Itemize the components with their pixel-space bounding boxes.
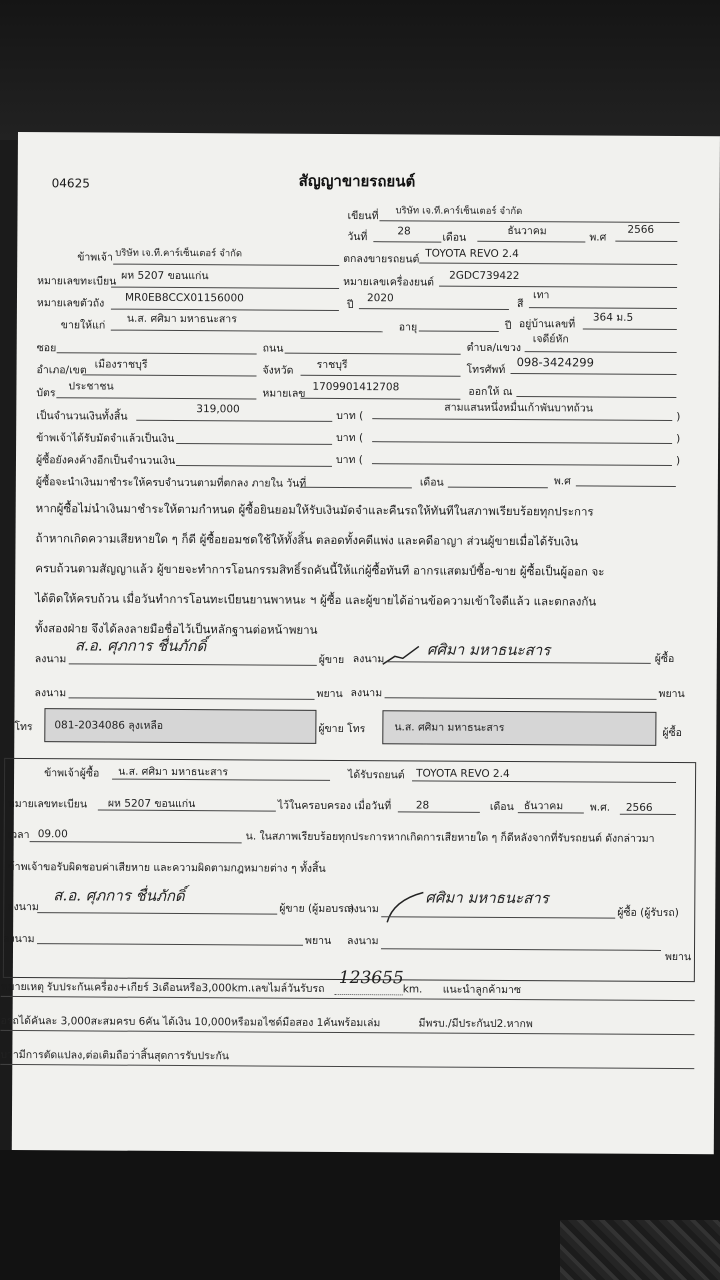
seller-name: บริษัท เจ.ที.คาร์เซ็นเตอร์ จำกัด xyxy=(115,247,243,260)
house-value: 364 ม.5 xyxy=(592,311,634,324)
buyer-print-role: ผู้ซื้อ xyxy=(662,726,682,740)
deposit-baht: บาท ( xyxy=(336,431,364,445)
buyer-phone: 098-3424299 xyxy=(516,355,594,370)
card-line xyxy=(56,397,256,399)
witness-1-role: พยาน xyxy=(316,687,343,700)
district-line xyxy=(83,374,257,376)
terms-line-5: ทั้งสองฝ่าย จึงได้ลงลายมือชื่อไว้เป็นหลักฐานต่อหน้าพยาน xyxy=(34,621,318,637)
remarks-mileage-dots xyxy=(335,994,403,995)
date-day-line xyxy=(373,241,441,242)
soi-line xyxy=(57,352,257,354)
total-label: เป็นจำนวนเงินทั้งสิ้น xyxy=(36,410,128,423)
remarks-mileage: 123655 xyxy=(338,967,404,989)
receipt-month-label: เดือน xyxy=(489,800,514,814)
subdistrict-label: ตำบล/แขวง xyxy=(466,341,522,355)
date-year-line xyxy=(615,241,677,242)
seller-role: ผู้ขาย xyxy=(318,653,345,667)
buyer-printed-name: น.ส. ศศิมา มหาธนะสาร xyxy=(394,721,505,734)
remarks-line-1-underline xyxy=(1,996,695,1001)
seller-name-line xyxy=(113,264,339,266)
subdistrict-line xyxy=(525,351,677,353)
receipt-sign-label-witness-2: ลงนาม xyxy=(347,935,379,948)
age-label: อายุ xyxy=(398,321,418,334)
receipt-plate-label: หมายเลขทะเบียน xyxy=(7,797,88,811)
terms-line-1: หากผู้ซื้อไม่นำเงินมาชำระให้ตามกำหนด ผู้ซื้อยินยอมให้รับเงินมัดจำและคืนรถให้ทันทีในสภาพเรียบร้อยทุกประการ xyxy=(35,501,594,519)
receipt-seller-signature: ส.อ. ศุภการ ชื่นภักดิ์ xyxy=(53,886,185,906)
deposit-words-line xyxy=(372,441,672,444)
phone-label: โทรศัพท์ xyxy=(466,363,506,376)
district-value: เมืองราชบุรี xyxy=(94,358,148,371)
buyer-name: น.ส. ศศิมา มหาธนะสาร xyxy=(126,312,237,326)
receipt-car: TOYOTA REVO 2.4 xyxy=(416,767,510,781)
deposit-line xyxy=(176,443,332,445)
receipt-witness-2-role: พยาน xyxy=(664,950,692,964)
remarks-line-3-underline xyxy=(0,1064,694,1069)
witness-2-role: พยาน xyxy=(658,687,685,701)
receipt-month: ธันวาคม xyxy=(523,800,564,813)
phone-label-seller: โทร xyxy=(14,720,33,734)
buyer-signature: ศศิมา มหาธนะสาร xyxy=(426,640,551,660)
deadline-month-line xyxy=(448,487,548,489)
receipt-year: 2566 xyxy=(625,801,653,814)
terms-line-3: ครบถ้วนตามสัญญาแล้ว ผู้ขายจะทำการโอนกรรมสิทธิ์รถคันนี้ให้แก่ผู้ซื้อทันที อากรแสตมป์ซื้อ-ขาย ผู้ซื้อเป็นผู้ออก จะ xyxy=(35,561,605,579)
issued-label: ออกให้ ณ xyxy=(468,385,513,399)
seller-label: ข้าพเจ้า xyxy=(77,251,113,264)
deadline-year-label: พ.ศ xyxy=(553,475,571,488)
remarks-line-2-underline xyxy=(1,1030,695,1035)
id-value: 1709901412708 xyxy=(312,380,400,394)
sell-to-label: ขายให้แก่ xyxy=(60,319,106,332)
district-label: อำเภอ/เขต xyxy=(36,364,87,377)
receipt-year-label: พ.ศ. xyxy=(589,801,611,814)
deposit-close: ) xyxy=(676,433,681,446)
written-at-line xyxy=(379,220,679,223)
id-line xyxy=(300,398,460,400)
remarks-km: km. xyxy=(402,983,423,996)
receipt-buyer-signature: ศศิมา มหาธนะสาร xyxy=(425,888,549,908)
remarks-line-1-tail: แนะนำลูกค้ามาซ xyxy=(442,983,522,997)
total-close: ) xyxy=(676,411,681,424)
terms-line-2: ถ้าหากเกิดความเสียหายใด ๆ ก็ดี ผู้ซื้อยอมชดใช้ให้ทั้งสิ้น ตลอดทั้งคดีแพ่ง และคดีอาญา ส่วนผู้ขายเมื่อได้รับเงิน xyxy=(35,531,579,549)
receipt-seller-role: ผู้ขาย (ผู้มอบรถ) xyxy=(279,902,355,916)
seller-sign-line xyxy=(69,663,317,666)
receipt-plate: ผห 5207 ขอนแก่น xyxy=(107,797,196,811)
seller-signature: ส.อ. ศุภการ ชื่นภักดิ์ xyxy=(74,636,207,656)
plate-line xyxy=(111,287,339,289)
remaining-label: ผู้ซื้อยังคงค้างอีกเป็นจำนวนเงิน xyxy=(35,454,176,467)
date-month: ธันวาคม xyxy=(507,224,547,238)
sign-label-seller: ลงนาม xyxy=(34,653,67,666)
deadline-year-line xyxy=(576,485,676,487)
soi-label: ซอย xyxy=(36,342,57,355)
receipt-sign-label-witness-1: ลงนาม xyxy=(3,932,35,946)
contract-paper xyxy=(0,132,720,1154)
seller-phone: 081-2034086 ลุงเหลือ xyxy=(54,719,164,732)
cloth-pattern xyxy=(560,1220,720,1280)
deadline-month-label: เดือน xyxy=(419,476,444,489)
color-label: สี xyxy=(516,298,524,311)
receipt-liability: ข้าพเจ้าขอรับผิดชอบค่าเสียหาย และความผิดตามกฎหมายต่าง ๆ ทั้งสิ้น xyxy=(7,860,326,875)
total-baht: บาท ( xyxy=(336,409,364,423)
road-label: ถนน xyxy=(262,342,284,355)
receipt-buyer-label: ข้าพเจ้าผู้ซื้อ xyxy=(44,767,100,780)
subdistrict-value: เจดีย์หัก xyxy=(532,333,569,346)
engine-label: หมายเลขเครื่องยนต์ xyxy=(343,275,435,289)
remaining-words-line xyxy=(372,463,672,466)
remaining-baht: บาท ( xyxy=(335,453,363,467)
written-at-value: บริษัท เจ.ที.คาร์เซ็นเตอร์ จำกัด xyxy=(395,205,523,218)
receipt-received-label: ได้รับรถยนต์ xyxy=(348,769,405,782)
remarks-line-3: บว่ามีการตัดแปลง,ต่อเติมถือว่าสิ้นสุดการรับประกัน xyxy=(0,1048,230,1063)
receipt-time: 09.00 xyxy=(37,828,68,841)
date-year: 2566 xyxy=(627,223,655,236)
car-year-label: ปี xyxy=(346,299,354,312)
remaining-close: ) xyxy=(675,455,681,468)
date-year-label: พ.ศ xyxy=(589,231,607,244)
house-label: อยู่บ้านเลขที่ xyxy=(518,318,576,331)
remarks-line-2: ื้อรถได้คันละ 3,000สะสมครบ 6คัน ได้เงิน 10,000หรือมอไซด์มือสอง 1คันพร้อมเล่ม xyxy=(0,1014,381,1030)
engine-line xyxy=(439,286,677,288)
province-line xyxy=(301,375,461,377)
document-title: สัญญาขายรถยนต์ xyxy=(298,171,416,191)
age-unit: ปี xyxy=(504,319,512,333)
sign-label-buyer: ลงนาม xyxy=(352,653,385,666)
receipt-day: 28 xyxy=(415,799,430,812)
color-value: เทา xyxy=(532,289,550,302)
receipt-buyer: น.ส. ศศิมา มหาธนะสาร xyxy=(118,765,229,779)
buyer-name-line xyxy=(111,330,383,333)
chassis-value: MR0EB8CCX01156000 xyxy=(124,291,244,305)
witness-2-line xyxy=(385,697,657,700)
age-line xyxy=(419,330,499,331)
witness-1-line xyxy=(69,697,315,700)
color-line xyxy=(529,307,677,309)
receipt-buyer-role: ผู้ซื้อ (ผู้รับรถ) xyxy=(617,906,679,920)
remaining-line xyxy=(176,465,332,467)
deadline-label: ผู้ซื้อจะนำเงินมาชำระให้ครบจำนวนตามที่ตกลง ภายใน วันที่ xyxy=(35,476,307,490)
sign-label-witness-2: ลงนาม xyxy=(350,687,383,700)
deposit-label: ข้าพเจ้าได้รับมัดจำแล้วเป็นเงิน xyxy=(36,432,175,445)
chassis-line xyxy=(111,309,339,311)
date-month-line xyxy=(477,241,585,243)
card-type: ประชาชน xyxy=(68,380,114,393)
background-top xyxy=(0,0,720,140)
date-day-label: วันที่ xyxy=(347,231,368,244)
total-words: สามแสนหนึ่งหมื่นเก้าพันบาทถ้วน xyxy=(444,401,594,415)
receipt-witness-1-role: พยาน xyxy=(305,934,332,947)
receipt-time-label: เวลา xyxy=(7,828,30,842)
date-day: 28 xyxy=(397,225,411,238)
province-label: จังหวัด xyxy=(262,364,294,377)
written-at-label: เขียนที่ xyxy=(347,210,379,223)
remarks-line-2-tail: มีพรบ./มีประกันป2.หากพ xyxy=(418,1017,533,1031)
buyer-signature-stroke xyxy=(381,644,421,666)
engine-value: 2GDC739422 xyxy=(449,269,520,283)
terms-line-4: ได้ติดให้ครบถ้วน เมื่อวันทำการโอนทะเบียนยานพาหนะ ฯ ผู้ซื้อ และผู้ขายได้อ่านข้อความเข้าใจดีแล้ว และตกลงกัน xyxy=(35,591,597,609)
province-value: ราชบุรี xyxy=(316,358,348,372)
total-words-line xyxy=(372,418,672,421)
road-line xyxy=(285,353,461,355)
receipt-buyer-signature-stroke xyxy=(383,890,425,924)
plate-value: ผห 5207 ขอนแก่น xyxy=(121,269,209,283)
receipt-sign-label-seller: ลงนาม xyxy=(7,900,39,914)
document-number: 04625 xyxy=(51,176,90,191)
receipt-possess-label: ไว้ในครอบครอง เมื่อวันที่ xyxy=(277,799,392,813)
buyer-sign-line xyxy=(387,661,651,664)
chassis-label: หมายเลขตัวถัง xyxy=(36,297,105,310)
car-year-line xyxy=(359,308,509,310)
agree-sell-label: ตกลงขายรถยนต์ xyxy=(343,252,420,266)
receipt-time-rest: น. ในสภาพเรียบร้อยทุกประการหากเกิดการเสียหายใด ๆ ก็ดีหลังจากที่รับรถยนต์ ดังกล่าวมา xyxy=(245,830,655,845)
card-label: บัตร xyxy=(36,387,56,400)
car-model-line xyxy=(419,262,677,265)
issued-line xyxy=(516,396,676,398)
total-line xyxy=(136,420,332,422)
receipt-sign-label-buyer: ลงนาม xyxy=(347,903,379,916)
buyer-role: ผู้ซื้อ xyxy=(654,652,675,666)
date-month-label: เดือน xyxy=(442,231,467,244)
car-model: TOYOTA REVO 2.4 xyxy=(425,247,519,261)
plate-label: หมายเลขทะเบียน xyxy=(37,275,117,288)
remarks-line-1: รับประกันเครื่อง+เกียร์ 3เดือนหรือ3,000km.เลขไมล์วันรับรถ xyxy=(46,981,325,995)
remarks-label: หมายเหตุ xyxy=(0,980,45,994)
seller-phone-role: ผู้ขาย โทร xyxy=(318,722,366,736)
sign-label-witness-1: ลงนาม xyxy=(34,687,67,700)
deadline-day-line xyxy=(300,487,412,489)
house-line xyxy=(583,328,677,330)
total-amount: 319,000 xyxy=(196,403,240,416)
id-label: หมายเลข xyxy=(262,387,306,400)
car-year: 2020 xyxy=(366,292,394,305)
phone-line xyxy=(511,373,677,375)
